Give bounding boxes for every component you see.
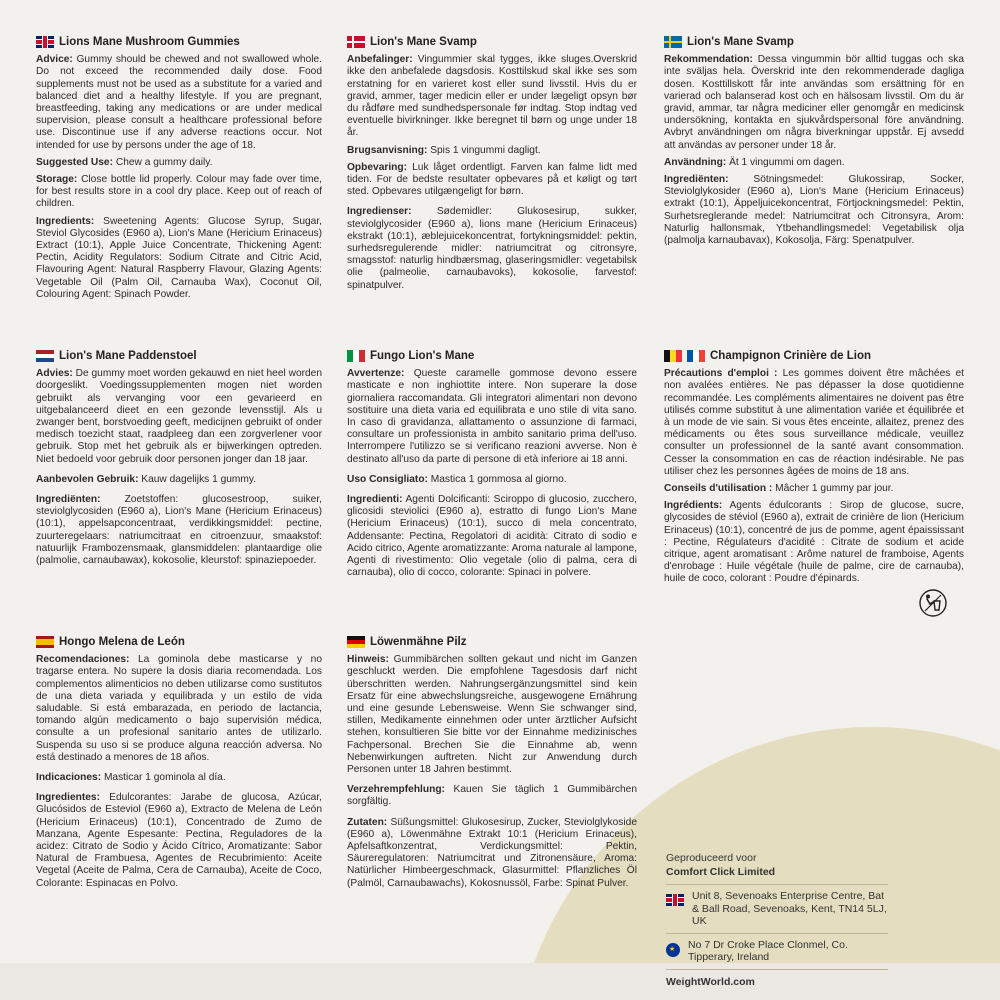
section-title: Lion's Mane Svamp	[347, 36, 637, 48]
uk-address-row	[666, 884, 888, 933]
advice-paragraph: Advice: Gummy should be chewed and not swallowed whole. Do not exceed the recommended daily dose. Food supplements must not be used as a substitute for a varied and balanced diet and a healthy lifestyle. If you are pregnant, breastfeeding, taking any medications or are under medical supervision, please consult a healthcare professional before use. Discontinue use if any adverse reactions occur. Not intended for use by persons under the age of 18.	[36, 54, 322, 151]
suggested-use-paragraph: Brugsanvisning: Spis 1 vingummi dagligt.	[347, 144, 541, 156]
ingredients-paragraph: Ingrediënten: Zoetstoffen: glucosestroop, suiker, steviolglycosiden (E960 a), Lion's Mane (Hericium Erinaceus) (10:1), appelsapconcentraat, verdikkingsmiddel: pectine, zuurteregelaars: natriumcitraat en citroenzuur, smaakstof: natuurlijk Frambozensmaak, glansmiddelen: plantaardige olie (palmolie, carnaubawax), kokosolie, kleurstof: spinaziepoeder.	[36, 494, 322, 567]
uk-flag-icon	[36, 36, 54, 48]
section-title: Fungo Lion's Mane	[347, 350, 637, 362]
ingredients-paragraph: Ingredients: Sweetening Agents: Glucose Syrup, Sugar, Steviol Glycosides (E960 a), Lion's Mane (Hericium Erinaceus) Extract (10:1), Apple Juice Concentrate, Thickening Agent: Pectin, Acidity Regulators: Sodium Citrate and Citric Acid, Flavouring Agent: Natural Raspberry Flavour, Glazing Agents: Vegetable Oil (Palm Oil, Carnauba Wax), Coconut Oil, Colouring Agent: Spinach Powder.	[36, 215, 322, 300]
website: WeightWorld.com	[666, 969, 888, 989]
advice-paragraph: Rekommendation: Dessa vingummin bör alltid tuggas och ska inte sväljas hela. Överskrid inte den rekommenderade dagliga dosen. Kosttillskott får inte användas som ersättning för en varierad och balanserad kost och en hälsosam livsstil. Om du är gravid, ammar, tar några mediciner eller genomgår en medicinsk undersökning, kontakta en sjukvårdspersonal före användning. Avbryt användningen om några biverkningar uppstår. Ej avsedd att användas av personer under 18 år.	[664, 54, 964, 151]
uk-flag-icon	[666, 894, 684, 906]
advice-paragraph: Avvertenze: Queste caramelle gommose devono essere masticate e non inghiottite intere. Non superare la dose giornaliera raccomandata. Gli integratori alimentari non devono sostituire una dieta varia ed equilibrata e uno stile di vita sano. In caso di gravidanza, allattamento o assunzione di farmaci, consultare un professionista in ambito sanitario prima dell'uso. Interrompere l'utilizzo se si verificano reazioni avverse. Non è destinato all'uso da parte di persone di età inferiore ai 18 anni.	[347, 368, 637, 465]
company-name: Comfort Click Limited	[666, 865, 776, 878]
storage-paragraph: Opbevaring: Luk låget ordentligt. Farven kan falme lidt med tiden. For de bedste resultater opbevares på et køligt og tørt sted. Opbevares utilgængeligt for børn.	[347, 161, 637, 198]
denmark-flag-icon	[347, 36, 365, 48]
suggested-use-paragraph: Aanbevolen Gebruik: Kauw dagelijks 1 gummy.	[36, 473, 257, 485]
france-flag-icon	[687, 350, 705, 362]
advice-paragraph: Hinweis: Gummibärchen sollten gekaut und nicht im Ganzen geschluckt werden. Die empfohlene Tagesdosis darf nicht überschritten werden. Nahrungsergänzungsmittel sind kein Ersatz für eine abwechslungsreiche, ausgewogene Ernährung und eine gesunde Lebensweise. Wenn Sie schwanger sind, stillen, Medikamente einnehmen oder unter ärztlicher Aufsicht stehen, konsultieren Sie bitte vor der Einnahme medizinisches Fachpersonal. Brechen Sie die Einnahme ab, wenn Nebenwirkungen auftreten. Nicht zur Anwendung durch Personen unter 18 Jahren bestimmt.	[347, 654, 637, 776]
uk-address: Unit 8, Sevenoaks Enterprise Centre, Bat & Ball Road, Sevenoaks, Kent, TN14 5LJ, UK	[692, 890, 887, 927]
section-spanish	[36, 636, 322, 895]
suggested-use-paragraph: Conseils d'utilisation : Mâcher 1 gummy par jour.	[664, 483, 894, 495]
ie-address: No 7 Dr Croke Place Clonmel, Co. Tipperary, Ireland	[688, 938, 848, 963]
ingredients-paragraph: Ingrédients: Agents édulcorants : Sirop de glucose, sucre, glycosides de stéviol (E960 a), extrait de crinière de lion (Hericium Erinaceus) (10:1), concentré de jus de pomme, agent épaississant : Pectine, Régulateurs d'acidité : Citrate de sodium et acide citrique, agent aromatisant : Arôme naturel de framboise, Agents d'enrobage : Huile végétale (huile de palme, cire de carnauba), huile de coco, colorant : Poudre d'épinards.	[664, 500, 964, 585]
spain-flag-icon	[36, 636, 54, 648]
sweden-flag-icon	[664, 36, 682, 48]
recycle-bin-icon	[919, 589, 947, 617]
belgium-flag-icon	[664, 350, 682, 362]
section-french	[664, 350, 964, 591]
ingredients-paragraph: Ingrediënten: Sötningsmedel: Glukossirap, Socker, Steviolglykosider (E960 a), Lion's Mane (Hericium Erinaceus) extrakt (10:1), Äppeljuicekoncentrat, Förtjockningsmedel: Pektin, Surhetsreglerande medel: Natriumcitrat och Citronsyra, Arom: Naturlig hallonsmak, Ytbehandlingsmedel: Vegetabilisk olja (palmolja karnaubavax), Kokosolja, Färg: Spenatpulver.	[664, 174, 964, 247]
suggested-use-paragraph: Uso Consigliato: Mastica 1 gommosa al giorno.	[347, 473, 567, 485]
advice-paragraph: Précautions d'emploi : Les gommes doivent être mâchées et non avalées entières. Ne pas dépasser la dose quotidienne recommandée. Les compléments alimentaires ne doivent pas être utilisés comme substitut à une alimentation variée et équilibrée et à un mode de vie sain. Si vous êtes enceinte, allaitez, prenez des médicaments ou êtes sous surveillance médicale, veuillez consulter un professionnel de la santé avant consommation. Cesser la consommation en cas de réaction indésirable. Ne pas utiliser chez les personnes âgées de moins de 18 ans.	[664, 368, 964, 477]
storage-paragraph: Storage: Close bottle lid properly. Colour may fade over time, for best results store in a cool dry place. Keep out of reach of children.	[36, 174, 322, 210]
ie-address-row	[666, 933, 888, 969]
section-italian	[347, 350, 637, 584]
section-swedish	[664, 36, 964, 252]
section-title: Lion's Mane Paddenstoel	[36, 350, 322, 362]
italy-flag-icon	[347, 350, 365, 362]
eu-flag-icon	[666, 943, 680, 957]
producer-block	[666, 852, 888, 988]
produced-for-label: Geproduceerd voor	[666, 852, 757, 864]
ingredients-paragraph: Ingredientes: Edulcorantes: Jarabe de glucosa, Azúcar, Glucósidos de Esteviol (E960 a), Extracto de Melena de León (Hericium Erinaceus) (10:1), Concentrado de Zumo de Manzana, Agente Espesante: Pectina, Reguladores de la acidez: Citrato de Sodio y Ácido Cítrico, Aromatizante: Sabor Natural de Frambuesa, Agentes de Recubrimiento: Aceite Vegetal (Aceite de Palma, Cera de Carnauba), Aceite de Coco, Colorante: Espinacas en Polvo.	[36, 792, 322, 889]
suggested-use-paragraph: Indicaciones: Masticar 1 gominola al día.	[36, 772, 226, 784]
ingredients-paragraph: Ingredienti: Agenti Dolcificanti: Sciroppo di glucosio, zucchero, glicosidi steviolici (E960 a), estratto di fungo Lion's Mane (Hericium Erinaceus) (10:1), succo di mela concentrato, Addensante: Pectina, Regolatori di acidità: Citrato di sodio e Acido citrico, Agente aromatizzante: Aroma naturale al lampone, Agenti di rivestimento: Olio vegetale (olio di palma, cera di carnauba), olio di cocco, colorante: Spinaci in polvere.	[347, 494, 637, 579]
section-title: Lion's Mane Svamp	[664, 36, 964, 48]
suggested-use-paragraph: Användning: Ät 1 vingummi om dagen.	[664, 156, 845, 168]
section-title: Lions Mane Mushroom Gummies	[36, 36, 322, 48]
suggested-use-paragraph: Verzehrempfehlung: Kauen Sie täglich 1 Gummibärchen sorgfältig.	[347, 784, 637, 808]
section-danish	[347, 36, 637, 297]
advice-paragraph: Advies: De gummy moet worden gekauwd en niet heel worden doorgeslikt. Voedingssupplementen mogen niet worden gebruikt als vervanging voor een gevarieerd en uitgebalanceerd dieet en een gezonde levensstijl. Als u zwanger bent, borstvoeding geeft, medicijnen gebruikt of onder medisch toezicht staat, raadpleeg dan een zorgverlener voor gebruik. Stop met het gebruik als er bijwerkingen optreden. Niet bedoeld voor gebruik door personen jonger dan 18 jaar.	[36, 368, 322, 465]
section-title: Löwenmähne Pilz	[347, 636, 637, 648]
section-german	[347, 636, 637, 895]
section-english	[36, 36, 322, 306]
suggested-use-paragraph: Suggested Use: Chew a gummy daily.	[36, 156, 213, 168]
section-title: Hongo Melena de León	[36, 636, 322, 648]
advice-paragraph: Anbefalinger: Vingummier skal tygges, ikke sluges.Overskrid ikke den anbefalede dagsdosis. Kosttilskud skal ikke ses som erstatning for en varieret kost eller sund livsstil. Hvis du er gravid, ammer, tager medicin eller er under lægeligt opsyn bør du rådføre med sundhedspersonale før indtag. Stop indtag ved eventuelle bivirkninger. Ikke beregnet til børn og unge under 18 år.	[347, 54, 637, 139]
advice-paragraph: Recomendaciones: La gominola debe masticarse y no tragarse entera. No supere la dosis diaria recomendada. Los complementos alimenticios no deben utilizarse como sustitutos de una dieta variada y equilibrada y un estilo de vida saludable. Si está embarazada, en periodo de lactancia, tomando algún medicamento o bajo supervisión médica, consulte a un profesional sanitario antes de utilizarlo. Suspenda su uso si se produce alguna reacción adversa. No está destinado a menores de 18 años.	[36, 654, 322, 763]
section-dutch	[36, 350, 322, 572]
section-title: Champignon Crinière de Lion	[664, 350, 964, 362]
ingredients-paragraph: Ingredienser: Sødemidler: Glukosesirup, sukker, steviolglycosider (E960 a), lions mane (Hericium Erinaceus) ekstrakt (10:1), æblejuicekoncentrat, fortykningsmiddel: pektin, surhedsregulerende midler: natriumcitrat og citronsyre, smagsstof: naturlig hindbærsmag, glaseringsmidler: vegetabilsk olie (palmeolie, carnaubavoks), kokosolie, farvestof: spinatpulver.	[347, 206, 637, 291]
netherlands-flag-icon	[36, 350, 54, 362]
germany-flag-icon	[347, 636, 365, 648]
ingredients-paragraph: Zutaten: Süßungsmittel: Glukosesirup, Zucker, Steviolglykoside (E960 a), Löwenmähne Extrakt 10:1 (Hericium Erinaceus), Apfelsaftkonzentrat, Verdickungsmittel: Pektin, Säureregulatoren: Natriumcitrat und Zitronensäure, Aroma: Natürlicher Himbeergeschmack, Glasurmittel: Pflanzliches Öl (Palmöl, Carnaubawachs), Kokosnussöl, Farbe: Spinat Pulver.	[347, 816, 637, 889]
